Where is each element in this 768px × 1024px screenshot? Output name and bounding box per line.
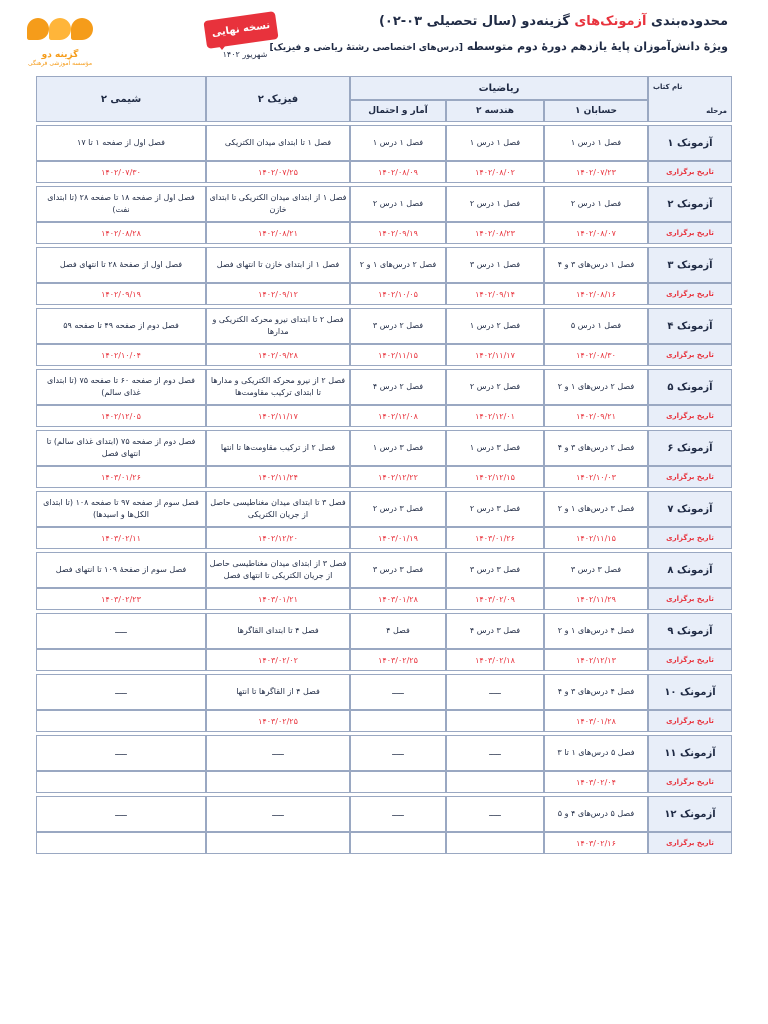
- stage-label: آزمونک ۱۰: [648, 674, 732, 710]
- date-physics: ۱۴۰۲/۰۹/۲۸: [206, 344, 350, 366]
- date-hendese: ۱۴۰۲/۱۲/۰۱: [446, 405, 544, 427]
- date-hendese: ۱۴۰۳/۰۲/۱۸: [446, 649, 544, 671]
- date-chem: [36, 710, 206, 732]
- content-chem: فصل سوم از صفحهٔ ۱۰۹ تا انتهای فصل: [36, 552, 206, 588]
- date-amar: ۱۴۰۳/۰۲/۲۵: [350, 649, 446, 671]
- date-hendese: [446, 710, 544, 732]
- date-physics: ۱۴۰۲/۰۹/۱۲: [206, 283, 350, 305]
- content-amar: فصل ۳ درس ۳: [350, 552, 446, 588]
- date-amar: [350, 771, 446, 793]
- content-physics: فصل ۳ از ابتدای میدان مغناطیسی حاصل از جریان الکتریکی تا انتهای فصل: [206, 552, 350, 588]
- date-physics: ۱۴۰۳/۰۲/۲۵: [206, 710, 350, 732]
- content-chem: ـــــ: [36, 735, 206, 771]
- content-physics: فصل ۲ تا ابتدای نیرو محرکه الکتریکی و مدارها: [206, 308, 350, 344]
- table-row: [36, 247, 732, 283]
- date-hendese: ۱۴۰۲/۰۸/۲۳: [446, 222, 544, 244]
- content-chem: فصل دوم از صفحه ۶۰ تا صفحه ۷۵ (تا ابتدای غذای سالم): [36, 369, 206, 405]
- content-amar: فصل ۳ درس ۱: [350, 430, 446, 466]
- content-hesaban: فصل ۲ درس‌های ۱ و ۲: [544, 369, 648, 405]
- date-hendese: ۱۴۰۲/۱۲/۱۵: [446, 466, 544, 488]
- stage-label: آزمونک ۹: [648, 613, 732, 649]
- badge-date: شهریور ۱۴۰۲: [222, 50, 268, 59]
- content-chem: فصل اول از صفحه ۱ تا ۱۷: [36, 125, 206, 161]
- content-physics: فصل ۲ از ترکیب مقاومت‌ها تا انتها: [206, 430, 350, 466]
- stage-label: آزمونک ۵: [648, 369, 732, 405]
- date-amar: [350, 832, 446, 854]
- date-hesaban: ۱۴۰۲/۰۹/۲۱: [544, 405, 648, 427]
- brand-logo: [20, 14, 100, 67]
- content-physics: فصل ۱ از ابتدای میدان الکتریکی تا ابتدای خازن: [206, 186, 350, 222]
- content-physics: فصل ۲ از نیرو محرکه الکتریکی و مدارها تا ابتدای ترکیب مقاومت‌ها: [206, 369, 350, 405]
- date-chem: ۱۴۰۳/۰۲/۱۱: [36, 527, 206, 549]
- stage-label: آزمونک ۲: [648, 186, 732, 222]
- corner-stage-label: مرحله: [706, 107, 727, 115]
- date-row: [36, 161, 732, 183]
- table-body: [36, 122, 732, 854]
- date-hendese: ۱۴۰۲/۱۱/۱۷: [446, 344, 544, 366]
- title-pre: محدوده‌بندی: [651, 14, 728, 29]
- content-hesaban: فصل ۲ درس‌های ۳ و ۴: [544, 430, 648, 466]
- title-post: گزینه‌دو (سال تحصیلی ۰۳-۰۲): [378, 14, 570, 29]
- logo-subtitle: مؤسسه آموزشی فرهنگی: [27, 60, 93, 67]
- date-chem: ۱۴۰۲/۱۲/۰۵: [36, 405, 206, 427]
- date-physics: ۱۴۰۳/۰۱/۲۱: [206, 588, 350, 610]
- date-label: تاریخ برگزاری: [648, 222, 732, 244]
- stage-label: آزمونک ۶: [648, 430, 732, 466]
- content-physics: فصل ۴ تا ابتدای القاگرها: [206, 613, 350, 649]
- date-chem: ۱۴۰۲/۰۷/۳۰: [36, 161, 206, 183]
- content-chem: فصل سوم از صفحه ۹۷ تا صفحه ۱۰۸ (تا ابتدای الکل‌ها و اسیدها): [36, 491, 206, 527]
- content-hesaban: فصل ۴ درس‌های ۱ و ۲: [544, 613, 648, 649]
- date-hendese: [446, 832, 544, 854]
- date-physics: ۱۴۰۲/۱۱/۱۷: [206, 405, 350, 427]
- content-hesaban: فصل ۳ درس‌های ۱ و ۲: [544, 491, 648, 527]
- content-physics: فصل ۱ از ابتدای خازن تا انتهای فصل: [206, 247, 350, 283]
- table-row: [36, 125, 732, 161]
- stage-label: آزمونک ۳: [648, 247, 732, 283]
- content-chem: فصل اول از صفحه ۱۸ تا صفحه ۲۸ (تا ابتدای نفت): [36, 186, 206, 222]
- table-row: [36, 613, 732, 649]
- date-hesaban: ۱۴۰۳/۰۱/۲۸: [544, 710, 648, 732]
- content-chem: ـــــ: [36, 613, 206, 649]
- content-chem: ـــــ: [36, 674, 206, 710]
- content-amar: فصل ۳ درس ۲: [350, 491, 446, 527]
- table-row: [36, 308, 732, 344]
- stage-label: آزمونک ۷: [648, 491, 732, 527]
- date-amar: ۱۴۰۲/۱۲/۰۸: [350, 405, 446, 427]
- table-corner: [648, 76, 732, 122]
- date-chem: ۱۴۰۲/۰۸/۲۸: [36, 222, 206, 244]
- content-hesaban: فصل ۴ درس‌های ۳ و ۴: [544, 674, 648, 710]
- header-hesaban: حسابان ۱: [544, 100, 648, 122]
- date-label: تاریخ برگزاری: [648, 344, 732, 366]
- content-hesaban: فصل ۱ درس ۲: [544, 186, 648, 222]
- header-amar: آمار و احتمال: [350, 100, 446, 122]
- stage-label: آزمونک ۴: [648, 308, 732, 344]
- date-hesaban: ۱۴۰۲/۱۰/۰۳: [544, 466, 648, 488]
- stage-label: آزمونک ۸: [648, 552, 732, 588]
- subtitle-main: ویژهٔ دانش‌آموزان پایهٔ یازدهم دورهٔ دوم متوسطه: [466, 40, 728, 53]
- date-physics: [206, 771, 350, 793]
- date-row: [36, 649, 732, 671]
- page-header: [0, 0, 768, 72]
- date-amar: ۱۴۰۲/۱۱/۱۵: [350, 344, 446, 366]
- content-amar: فصل ۱ درس ۲: [350, 186, 446, 222]
- date-label: تاریخ برگزاری: [648, 161, 732, 183]
- date-row: [36, 527, 732, 549]
- date-hesaban: ۱۴۰۳/۰۲/۰۴: [544, 771, 648, 793]
- content-chem: فصل اول از صفحهٔ ۲۸ تا انتهای فصل: [36, 247, 206, 283]
- stage-label: آزمونک ۱۱: [648, 735, 732, 771]
- content-physics: فصل ۱ تا ابتدای میدان الکتریکی: [206, 125, 350, 161]
- date-hesaban: ۱۴۰۲/۱۱/۱۵: [544, 527, 648, 549]
- date-physics: ۱۴۰۲/۱۱/۲۴: [206, 466, 350, 488]
- date-amar: ۱۴۰۲/۱۰/۰۵: [350, 283, 446, 305]
- date-chem: ۱۴۰۳/۰۱/۲۶: [36, 466, 206, 488]
- date-label: تاریخ برگزاری: [648, 771, 732, 793]
- final-version-badge: نسخه نهایی: [203, 11, 278, 49]
- stage-label: آزمونک ۱۲: [648, 796, 732, 832]
- corner-book-label: نام کتاب: [653, 83, 683, 91]
- date-label: تاریخ برگزاری: [648, 466, 732, 488]
- content-chem: ـــــ: [36, 796, 206, 832]
- content-hesaban: فصل ۳ درس ۳: [544, 552, 648, 588]
- date-chem: [36, 832, 206, 854]
- date-label: تاریخ برگزاری: [648, 283, 732, 305]
- date-chem: ۱۴۰۲/۰۹/۱۹: [36, 283, 206, 305]
- date-chem: ۱۴۰۳/۰۲/۲۳: [36, 588, 206, 610]
- date-label: تاریخ برگزاری: [648, 649, 732, 671]
- content-hendese: فصل ۳ درس ۱: [446, 430, 544, 466]
- content-amar: فصل ۱ درس ۱: [350, 125, 446, 161]
- date-row: [36, 588, 732, 610]
- page-subtitle: [269, 40, 728, 53]
- table-row: [36, 430, 732, 466]
- date-label: تاریخ برگزاری: [648, 710, 732, 732]
- date-hesaban: ۱۴۰۲/۰۸/۳۰: [544, 344, 648, 366]
- date-row: [36, 832, 732, 854]
- table-row: [36, 369, 732, 405]
- content-hendese: ـــــ: [446, 796, 544, 832]
- content-hesaban: فصل ۱ درس ۱: [544, 125, 648, 161]
- header-math-group: ریاضیات: [350, 76, 648, 100]
- date-hendese: ۱۴۰۳/۰۱/۲۶: [446, 527, 544, 549]
- date-physics: ۱۴۰۲/۰۷/۲۵: [206, 161, 350, 183]
- date-hendese: ۱۴۰۲/۰۹/۱۴: [446, 283, 544, 305]
- content-hesaban: فصل ۱ درس‌های ۳ و ۴: [544, 247, 648, 283]
- content-chem: فصل دوم از صفحه ۷۵ (ابتدای غذای سالم) تا انتهای فصل: [36, 430, 206, 466]
- content-amar: فصل ۲ درس ۳: [350, 308, 446, 344]
- header-hendese: هندسه ۲: [446, 100, 544, 122]
- page-title: [379, 14, 728, 29]
- date-label: تاریخ برگزاری: [648, 527, 732, 549]
- content-physics: ـــــ: [206, 735, 350, 771]
- subtitle-bracket: [درس‌های اختصاصی رشتهٔ ریاضی و فیزیک]: [269, 43, 463, 53]
- date-physics: ۱۴۰۲/۱۲/۲۰: [206, 527, 350, 549]
- content-amar: ـــــ: [350, 796, 446, 832]
- date-label: تاریخ برگزاری: [648, 832, 732, 854]
- date-hendese: ۱۴۰۳/۰۲/۰۹: [446, 588, 544, 610]
- date-amar: ۱۴۰۲/۰۹/۱۹: [350, 222, 446, 244]
- date-amar: [350, 710, 446, 732]
- date-chem: ۱۴۰۲/۱۰/۰۴: [36, 344, 206, 366]
- content-hendese: فصل ۲ درس ۲: [446, 369, 544, 405]
- content-hendese: فصل ۱ درس ۲: [446, 186, 544, 222]
- date-label: تاریخ برگزاری: [648, 588, 732, 610]
- date-hendese: [446, 771, 544, 793]
- date-chem: [36, 771, 206, 793]
- stage-label: آزمونک ۱: [648, 125, 732, 161]
- date-hesaban: ۱۴۰۲/۱۲/۱۳: [544, 649, 648, 671]
- table-row: [36, 674, 732, 710]
- content-hendese: فصل ۳ درس ۴: [446, 613, 544, 649]
- schedule-table: [36, 76, 732, 854]
- content-hesaban: فصل ۱ درس ۵: [544, 308, 648, 344]
- content-hendese: فصل ۲ درس ۱: [446, 308, 544, 344]
- date-row: [36, 771, 732, 793]
- content-hendese: ـــــ: [446, 674, 544, 710]
- content-hendese: فصل ۳ درس ۲: [446, 491, 544, 527]
- content-amar: فصل ۲ درس ۴: [350, 369, 446, 405]
- content-physics: فصل ۴ از القاگرها تا انتها: [206, 674, 350, 710]
- date-hesaban: ۱۴۰۲/۰۷/۲۳: [544, 161, 648, 183]
- content-amar: فصل ۲ درس‌های ۱ و ۲: [350, 247, 446, 283]
- content-physics: فصل ۳ تا ابتدای میدان مغناطیسی حاصل از جریان الکتریکی: [206, 491, 350, 527]
- date-hesaban: ۱۴۰۳/۰۲/۱۶: [544, 832, 648, 854]
- logo-mark-icon: [25, 14, 95, 44]
- header-physics: فیزیک ۲: [206, 76, 350, 122]
- badge-tail-icon: [214, 40, 230, 50]
- title-highlight: آزمونک‌های: [574, 14, 647, 29]
- date-row: [36, 283, 732, 305]
- date-chem: [36, 649, 206, 671]
- date-row: [36, 222, 732, 244]
- logo-name: گزینه دو: [41, 50, 79, 60]
- date-hesaban: ۱۴۰۲/۰۸/۰۷: [544, 222, 648, 244]
- date-row: [36, 710, 732, 732]
- table-row: [36, 491, 732, 527]
- date-physics: [206, 832, 350, 854]
- content-hendese: ـــــ: [446, 735, 544, 771]
- date-hesaban: ۱۴۰۲/۱۱/۲۹: [544, 588, 648, 610]
- content-amar: ـــــ: [350, 735, 446, 771]
- header-chemistry: شیمی ۲: [36, 76, 206, 122]
- content-amar: فصل ۴: [350, 613, 446, 649]
- date-row: [36, 466, 732, 488]
- date-amar: ۱۴۰۲/۰۸/۰۹: [350, 161, 446, 183]
- content-hesaban: فصل ۵ درس‌های ۱ تا ۳: [544, 735, 648, 771]
- date-amar: ۱۴۰۳/۰۱/۱۹: [350, 527, 446, 549]
- content-hesaban: فصل ۵ درس‌های ۴ و ۵: [544, 796, 648, 832]
- table-row: [36, 186, 732, 222]
- content-hendese: فصل ۱ درس ۳: [446, 247, 544, 283]
- table-row: [36, 796, 732, 832]
- date-row: [36, 405, 732, 427]
- content-physics: ـــــ: [206, 796, 350, 832]
- date-hendese: ۱۴۰۲/۰۸/۰۲: [446, 161, 544, 183]
- date-amar: ۱۴۰۲/۱۲/۲۲: [350, 466, 446, 488]
- date-hesaban: ۱۴۰۲/۰۸/۱۶: [544, 283, 648, 305]
- table-row: [36, 735, 732, 771]
- table-row: [36, 552, 732, 588]
- date-row: [36, 344, 732, 366]
- content-amar: ـــــ: [350, 674, 446, 710]
- date-label: تاریخ برگزاری: [648, 405, 732, 427]
- date-physics: ۱۴۰۳/۰۲/۰۲: [206, 649, 350, 671]
- date-amar: ۱۴۰۳/۰۱/۲۸: [350, 588, 446, 610]
- content-chem: فصل دوم از صفحه ۴۹ تا صفحه ۵۹: [36, 308, 206, 344]
- date-physics: ۱۴۰۲/۰۸/۲۱: [206, 222, 350, 244]
- content-hendese: فصل ۳ درس ۳: [446, 552, 544, 588]
- content-hendese: فصل ۱ درس ۱: [446, 125, 544, 161]
